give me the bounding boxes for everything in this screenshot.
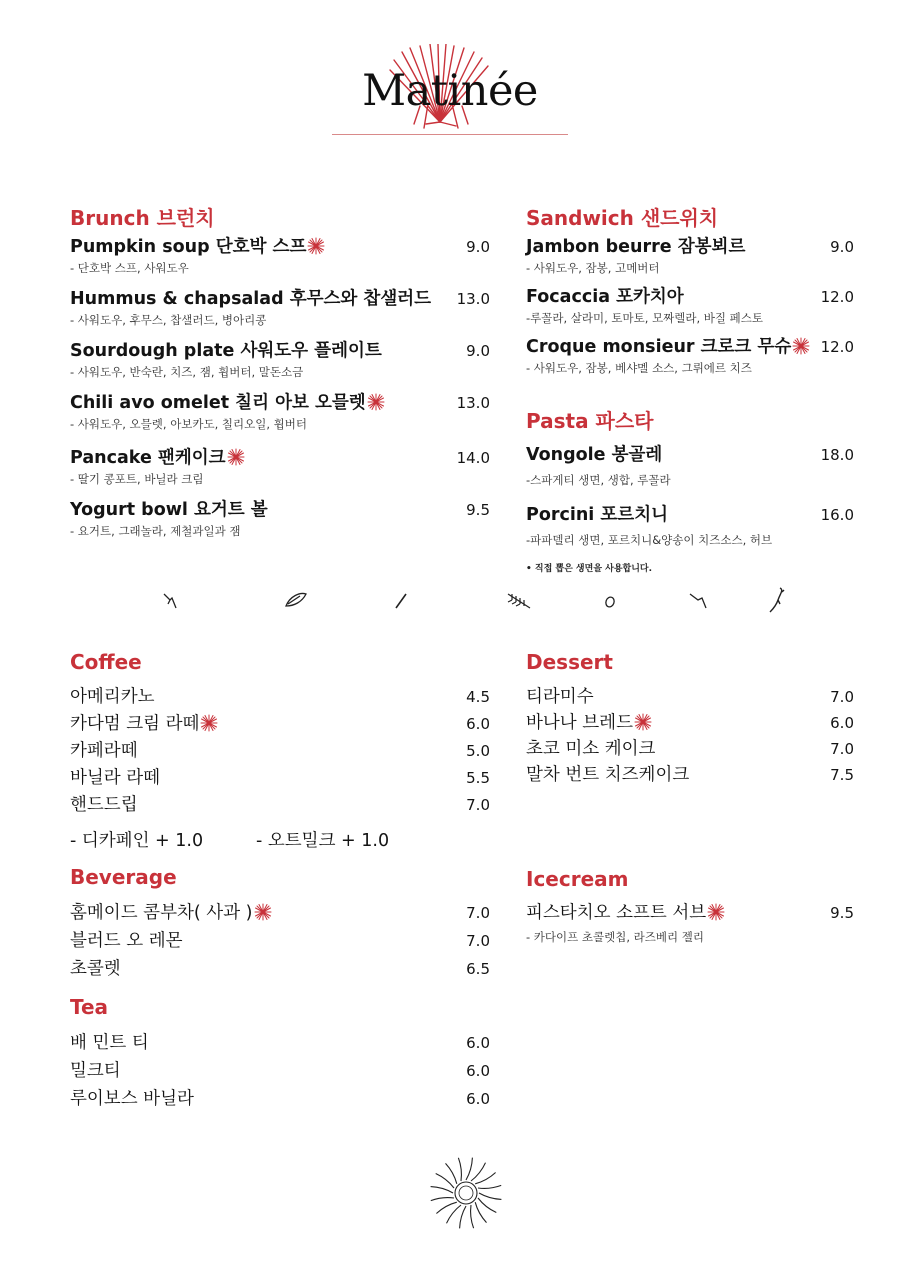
item-description: - 사워도우, 잠봉, 베샤멜 소스, 그뤼에르 치즈 — [526, 361, 752, 375]
item-name — [70, 1088, 194, 1110]
item-description: - 딸기 콩포트, 바닐라 크림 — [70, 472, 204, 486]
item-name — [70, 740, 138, 762]
item-name-text: Jambon beurre 잠봉뵈르 — [526, 237, 746, 257]
logo-underline — [332, 134, 568, 135]
item-name — [526, 902, 725, 924]
item-name — [70, 340, 382, 362]
stick-icon — [382, 580, 422, 620]
item-name-text: 밀크티 — [70, 1061, 121, 1081]
sun-icon — [425, 1152, 507, 1234]
item-name-text: Pumpkin soup 단호박 스프 — [70, 237, 307, 257]
item-price: 6.0 — [466, 715, 490, 733]
item-name-text: 핸드드립 — [70, 795, 138, 815]
menu-item — [70, 902, 490, 926]
item-name-text: Focaccia 포카치아 — [526, 287, 684, 307]
section-title: Dessert — [526, 650, 613, 674]
item-name-text: Sourdough plate 사워도우 플레이트 — [70, 341, 382, 361]
item-description: - 사워도우, 잠봉, 고메버터 — [526, 261, 660, 275]
item-description: - 요거트, 그래놀라, 제철과일과 잼 — [70, 524, 241, 538]
item-name-text: 말차 번트 치즈케이크 — [526, 765, 690, 785]
item-price: 7.0 — [466, 932, 490, 950]
item-name-text: 피스타치오 소프트 서브 — [526, 903, 707, 923]
menu-item — [70, 392, 490, 444]
menu-item — [526, 286, 854, 336]
menu-item — [70, 340, 490, 392]
menu-item — [70, 794, 490, 818]
item-description: - 사워도우, 후무스, 찹샐러드, 병아리콩 — [70, 313, 267, 327]
menu-item — [526, 336, 854, 386]
menu-item — [526, 444, 854, 504]
item-name-text: 배 민트 티 — [70, 1033, 149, 1053]
menu-item — [70, 958, 490, 982]
item-name — [70, 1032, 149, 1054]
red-sparkle-icon — [707, 903, 725, 921]
item-price: 9.0 — [466, 342, 490, 360]
pasta-section — [526, 408, 854, 578]
item-name — [70, 236, 325, 258]
item-price: 9.0 — [466, 238, 490, 256]
item-price: 16.0 — [820, 506, 854, 524]
item-price: 7.0 — [830, 688, 854, 706]
item-price: 14.0 — [456, 449, 490, 467]
section-title: Pasta 파스타 — [526, 409, 654, 433]
item-description: - 사워도우, 오믈렛, 아보카도, 칠리오일, 휩버터 — [70, 417, 308, 431]
item-name — [70, 930, 183, 952]
item-name-text: 블러드 오 레몬 — [70, 931, 183, 951]
item-name — [70, 958, 121, 980]
menu-item — [70, 1088, 490, 1112]
item-name — [526, 738, 655, 760]
item-name-text: 카페라떼 — [70, 741, 138, 761]
coffee-section — [70, 649, 490, 859]
item-description: -루꼴라, 살라미, 토마토, 모짜렐라, 바질 페스토 — [526, 311, 764, 325]
item-name-text: Croque monsieur 크로크 무슈 — [526, 337, 792, 357]
red-sparkle-icon — [254, 903, 272, 921]
item-name — [70, 902, 272, 924]
brand-logo — [330, 44, 570, 144]
item-name-text: 초콜렛 — [70, 959, 121, 979]
menu-item — [70, 767, 490, 791]
item-price: 6.0 — [830, 714, 854, 732]
red-sparkle-icon — [200, 714, 218, 732]
menu-item — [70, 930, 490, 954]
item-price: 6.0 — [466, 1062, 490, 1080]
menu-item — [526, 712, 854, 736]
item-name — [526, 236, 745, 258]
item-name — [70, 794, 138, 816]
item-name-text: 바나나 브레드 — [526, 713, 633, 733]
section-title: Coffee — [70, 650, 142, 674]
red-sparkle-icon — [792, 337, 810, 355]
menu-item — [70, 713, 490, 737]
item-price: 9.5 — [466, 501, 490, 519]
item-price: 5.0 — [466, 742, 490, 760]
item-description: -스파게티 생면, 생합, 루꼴라 — [526, 473, 671, 487]
item-price: 7.0 — [830, 740, 854, 758]
item-price: 7.0 — [466, 904, 490, 922]
item-price: 12.0 — [820, 338, 854, 356]
item-name — [70, 447, 245, 469]
icecream-section — [526, 866, 854, 956]
menu-item — [526, 686, 854, 710]
menu-item — [526, 902, 854, 944]
item-price: 9.5 — [830, 904, 854, 922]
item-name-text: Hummus & chapsalad 후무스와 찹샐러드 — [70, 289, 432, 309]
menu-item — [70, 499, 490, 551]
item-name — [70, 288, 431, 310]
item-name-text: Porcini 포르치니 — [526, 505, 669, 525]
beverage-section — [70, 864, 490, 984]
item-price: 7.0 — [466, 796, 490, 814]
item-name-text: Pancake 팬케이크 — [70, 448, 226, 468]
item-name-text: Yogurt bowl 요거트 볼 — [70, 500, 268, 520]
item-price: 9.0 — [830, 238, 854, 256]
red-sparkle-icon — [634, 713, 652, 731]
item-price: 6.5 — [466, 960, 490, 978]
seed-icon — [590, 580, 630, 620]
item-price: 5.5 — [466, 769, 490, 787]
menu-item — [526, 764, 854, 788]
item-name-text: 카다멈 크림 라떼 — [70, 714, 200, 734]
item-name — [526, 712, 652, 734]
brunch-section — [70, 205, 490, 555]
item-price: 7.5 — [830, 766, 854, 784]
item-name-text: 아메리카노 — [70, 687, 155, 707]
leaf-icon — [276, 580, 316, 620]
item-price: 13.0 — [456, 290, 490, 308]
item-name — [70, 1060, 121, 1082]
item-name-text: 초코 미소 케이크 — [526, 739, 656, 759]
item-name — [526, 504, 668, 526]
sandwich-section — [526, 205, 854, 385]
item-description: -파파델리 생면, 포르치니&양송이 치즈소스, 허브 — [526, 533, 773, 547]
item-name — [70, 767, 160, 789]
menu-item — [70, 1060, 490, 1084]
item-price: 18.0 — [820, 446, 854, 464]
item-name — [526, 444, 662, 466]
wheat-icon — [500, 580, 540, 620]
extra-option: - 오트밀크 + 1.0 — [256, 831, 390, 851]
section-title: Tea — [70, 995, 109, 1019]
item-price: 12.0 — [820, 288, 854, 306]
item-price: 4.5 — [466, 688, 490, 706]
pasta-note: • 직접 뽑은 생면을 사용합니다. — [526, 564, 653, 574]
item-name-text: 바닐라 라떼 — [70, 768, 161, 788]
item-name-text: 티라미수 — [526, 687, 594, 707]
item-price: 13.0 — [456, 394, 490, 412]
item-name-text: 루이보스 바닐라 — [70, 1089, 194, 1109]
item-name — [526, 286, 684, 308]
item-price: 6.0 — [466, 1090, 490, 1108]
menu-item — [526, 504, 854, 564]
item-name — [526, 764, 689, 786]
item-description: - 카다이프 초콜렛칩, 라즈베리 젤리 — [526, 930, 704, 944]
twig-icon — [678, 580, 718, 620]
menu-item — [70, 447, 490, 499]
brand-name: Matinée — [362, 66, 538, 116]
item-name — [70, 499, 268, 521]
red-sparkle-icon — [227, 448, 245, 466]
menu-item — [70, 288, 490, 340]
menu-item — [526, 236, 854, 286]
item-description: - 사워도우, 반숙란, 치즈, 잼, 휩버터, 말돈소금 — [70, 365, 304, 379]
section-title: Beverage — [70, 865, 177, 889]
tea-section — [70, 994, 490, 1114]
red-sparkle-icon — [307, 237, 325, 255]
menu-item — [70, 1032, 490, 1056]
root-icon — [758, 580, 798, 620]
menu-item — [70, 236, 490, 288]
item-name-text: Chili avo omelet 칠리 아보 오믈렛 — [70, 393, 366, 413]
menu-item — [70, 740, 490, 764]
item-name — [70, 713, 218, 735]
section-title: Icecream — [526, 867, 629, 891]
dessert-section — [526, 649, 854, 799]
grass-sprig-icon — [150, 580, 190, 620]
menu-item — [526, 738, 854, 762]
red-sparkle-icon — [367, 393, 385, 411]
item-name-text: Vongole 봉골레 — [526, 445, 663, 465]
extra-option: - 디카페인 + 1.0 — [70, 831, 204, 851]
item-name — [70, 686, 155, 708]
item-name-text: 홈메이드 콤부차( 사과 ) — [70, 903, 253, 923]
item-name — [526, 686, 594, 708]
section-title: Sandwich 샌드위치 — [526, 206, 719, 230]
section-title: Brunch 브런치 — [70, 206, 215, 230]
item-name — [70, 392, 385, 414]
item-name — [526, 336, 810, 358]
menu-item — [70, 686, 490, 710]
item-description: - 단호박 스프, 사워도우 — [70, 261, 189, 275]
item-price: 6.0 — [466, 1034, 490, 1052]
